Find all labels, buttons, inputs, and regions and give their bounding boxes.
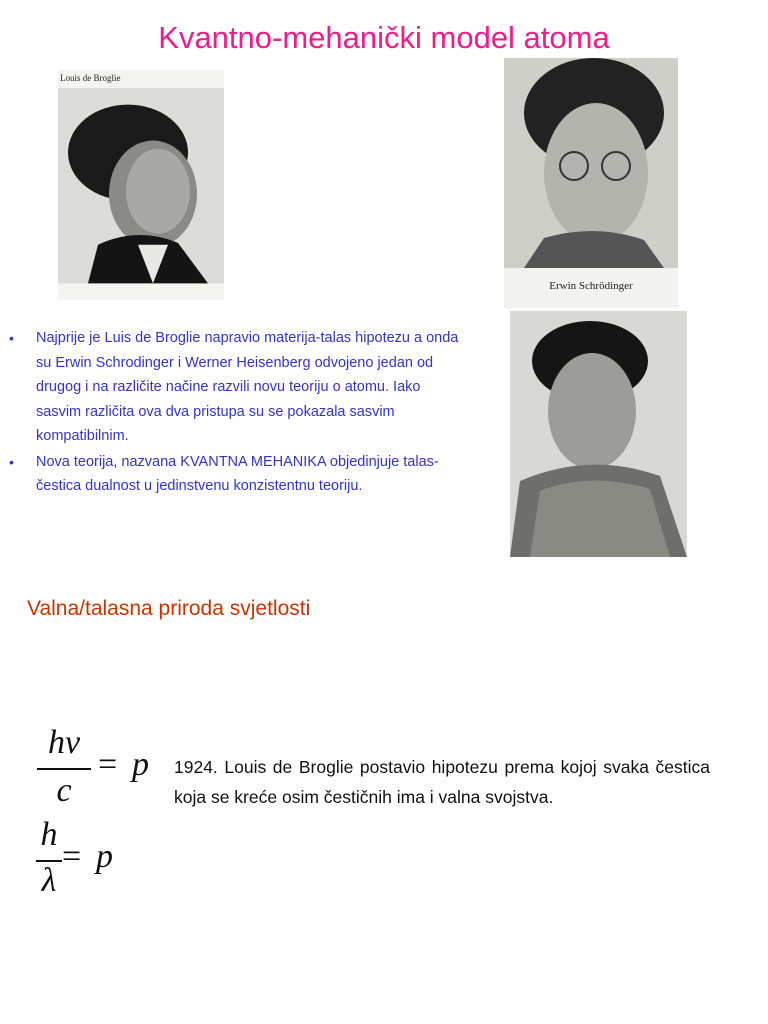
bullet-text: Nova teorija, nazvana [36, 453, 181, 470]
hypothesis-description: 1924. Louis de Broglie postavio hipotezu prema kojoj svaka čestica koja se kreće osim čestičnih ima i valna svojstva. [174, 757, 710, 807]
formula-photon-momentum [36, 726, 166, 816]
bullet-item [6, 326, 468, 449]
fraction-denominator: λ [41, 862, 57, 899]
debroglie-photo [58, 70, 224, 300]
fraction-numerator: hν [47, 724, 81, 761]
fraction [36, 726, 92, 816]
debroglie-caption: Louis de Broglie [60, 73, 121, 83]
equals-sign: = [62, 838, 82, 875]
fraction [36, 818, 62, 908]
bullet-item [6, 450, 468, 499]
fraction-bar [37, 768, 91, 770]
momentum-symbol: p [132, 746, 149, 783]
bullet-text: objedinjuje talas-čestica dualnost u jedinstvenu konzistentnu teoriju. [36, 453, 439, 494]
equals-sign: = [98, 746, 118, 783]
momentum-symbol: p [96, 838, 113, 875]
bullet-text: Najprije je Luis de Broglie napravio materija-talas hipotezu a onda su Erwin Schrodinger i Werner Heisenberg odvojeno jedan od drugog i na različite načine razvili novu teoriju o atomu. Iako sasvim različita ova dva pristupa su se pokazala sasvim kompatibilnim. [36, 330, 459, 444]
bullet-marker: • [9, 330, 14, 346]
fraction-denominator: c [56, 772, 72, 809]
schrodinger-photo [504, 58, 678, 308]
formula-debroglie [36, 818, 166, 908]
bullet-marker: • [9, 453, 14, 470]
fraction-numerator: h [40, 816, 58, 853]
bullet-highlight: KVANTNA MEHANIKA [180, 453, 326, 470]
heisenberg-photo [510, 311, 687, 557]
page-title: Kvantno-mehanički model atoma [158, 20, 610, 55]
schrodinger-caption: Erwin Schrödinger [549, 280, 633, 292]
bullet-list [6, 326, 468, 500]
section-subtitle: Valna/talasna priroda svjetlosti [27, 597, 311, 620]
